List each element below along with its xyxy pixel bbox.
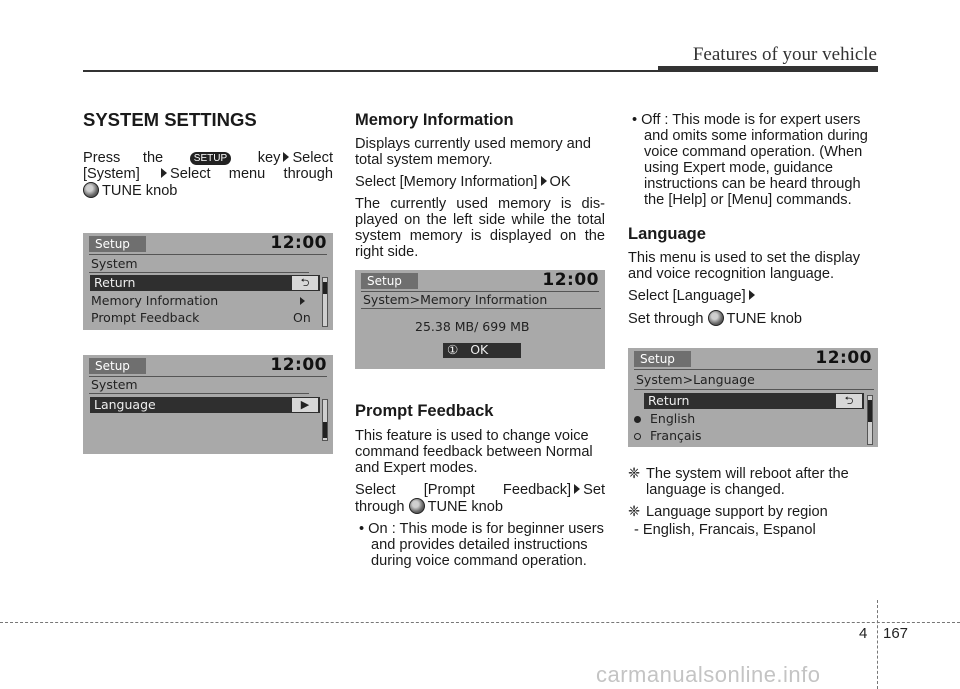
watermark: carmanualsonline.info: [596, 662, 821, 687]
screen-clock: 12:00: [270, 233, 327, 253]
scrollbar[interactable]: [867, 395, 873, 445]
ok-button[interactable]: ① OK: [443, 343, 521, 358]
screen-clock: 12:00: [815, 348, 872, 368]
screen-system-menu: [83, 233, 333, 330]
screen-tab: Setup: [634, 351, 691, 367]
memory-heading: Memory Information: [355, 111, 514, 129]
bullet-off: • Off : This mode is for expert users and omits some information during voice command operation. (When using Expert mode, guidance instructions can be heard through the [Help] or [Menu] commands.: [632, 112, 868, 208]
menu-item-prompt-feedback[interactable]: Prompt Feedback: [91, 310, 200, 325]
screen-divider: [89, 254, 327, 255]
number-one-icon: ①: [447, 342, 459, 357]
prompt-feedback-through: through TUNE knob: [355, 499, 503, 515]
screen-divider: [89, 393, 309, 394]
screen-tab: Setup: [89, 236, 146, 252]
left-column: [83, 109, 334, 199]
radio-unselected-icon[interactable]: [634, 433, 641, 440]
language-tune: Set through TUNE knob: [628, 311, 802, 327]
screen-title: System: [91, 256, 138, 271]
language-select: Select [Language]: [628, 288, 878, 304]
arrow-right-icon: [161, 168, 167, 178]
screen-divider: [361, 308, 601, 309]
screen-clock: 12:00: [542, 270, 599, 290]
option-english[interactable]: English: [650, 411, 696, 426]
prompt-feedback-select: Select [Prompt Feedback] Set: [355, 482, 605, 498]
tune-knob-icon: [409, 498, 425, 514]
chapter-number: 4: [859, 625, 868, 642]
header-title: Features of your vehicle: [692, 44, 877, 65]
screen-divider: [634, 389, 874, 390]
screen-divider: [634, 369, 872, 370]
note-mark-icon: ❈: [628, 466, 641, 482]
setup-key-icon: SETUP: [190, 152, 231, 165]
language-desc: This menu is used to set the display and voice recognition language.: [628, 250, 860, 282]
middle-column-lower: [355, 403, 605, 575]
option-francais[interactable]: Français: [650, 428, 702, 443]
screen-clock: 12:00: [270, 355, 327, 375]
scrollbar-thumb[interactable]: [868, 400, 872, 422]
section-heading: SYSTEM SETTINGS: [83, 109, 257, 130]
screen-tab: Setup: [89, 358, 146, 374]
chevron-right-icon: [300, 297, 305, 305]
tune-knob-icon: [83, 182, 99, 198]
scrollbar[interactable]: [322, 277, 328, 327]
menu-item-return[interactable]: Return ⮌: [90, 275, 320, 291]
screen-tab: Setup: [361, 273, 418, 289]
note-reboot: ❈ The system will reboot after the language is changed.: [628, 466, 849, 498]
screen-title: System>Memory Information: [363, 292, 548, 307]
back-icon: ⮌: [292, 276, 318, 290]
footer-vertical-separator: [877, 600, 878, 689]
right-column-notes: [628, 466, 878, 538]
arrow-right-icon: [283, 152, 289, 162]
intro-line-2: [System] Select menu through: [83, 166, 334, 182]
prompt-feedback-heading: Prompt Feedback: [355, 402, 494, 420]
bullet-on: • On : This mode is for beginner users and provides detailed instructions during voice command operation.: [359, 521, 604, 569]
arrow-right-icon: [749, 290, 755, 300]
arrow-right-icon: [574, 484, 580, 494]
menu-item-memory-information[interactable]: Memory Information: [91, 293, 219, 308]
menu-item-return[interactable]: Return ⮌: [644, 393, 864, 409]
scrollbar-thumb[interactable]: [323, 422, 327, 438]
prompt-feedback-desc: This feature is used to change voice command feedback between Normal and Expert modes.: [355, 428, 593, 476]
screen-title: System>Language: [636, 372, 755, 387]
memory-explain: The currently used memory is dis-played on the left side while the total system memory is displayed on the right side.: [355, 196, 605, 260]
region-languages: - English, Francais, Espanol: [634, 522, 816, 538]
right-column: [628, 112, 878, 333]
note-mark-icon: ❈: [628, 504, 641, 520]
menu-item-language[interactable]: Language ▶: [90, 397, 320, 413]
note-region: ❈ Language support by region: [628, 504, 828, 520]
language-heading: Language: [628, 225, 706, 243]
radio-selected-icon[interactable]: [634, 416, 641, 423]
header-rule-bold: [658, 66, 878, 72]
footer-separator: [0, 622, 960, 623]
scrollbar-thumb[interactable]: [323, 282, 327, 294]
screen-divider: [89, 272, 309, 273]
prompt-feedback-value: On: [293, 310, 311, 325]
tune-knob-icon: [708, 310, 724, 326]
screen-language-select: [628, 348, 878, 447]
memory-select: Select [Memory Information] OK: [355, 174, 571, 190]
chevron-right-icon: ▶: [292, 398, 318, 412]
intro-line-3: TUNE knob: [83, 182, 333, 199]
scrollbar[interactable]: [322, 399, 328, 441]
screen-language-menu: [83, 355, 333, 454]
page-number: 167: [883, 625, 909, 642]
arrow-right-icon: [541, 176, 547, 186]
intro-line-1: Press the SETUP key Select: [83, 150, 333, 166]
screen-memory-information: [355, 270, 605, 369]
memory-usage: 25.38 MB/ 699 MB: [415, 319, 530, 334]
middle-column: [355, 112, 605, 266]
back-icon: ⮌: [836, 394, 862, 408]
memory-desc: Displays currently used memory and total system memory.: [355, 136, 592, 168]
screen-title: System: [91, 377, 138, 392]
